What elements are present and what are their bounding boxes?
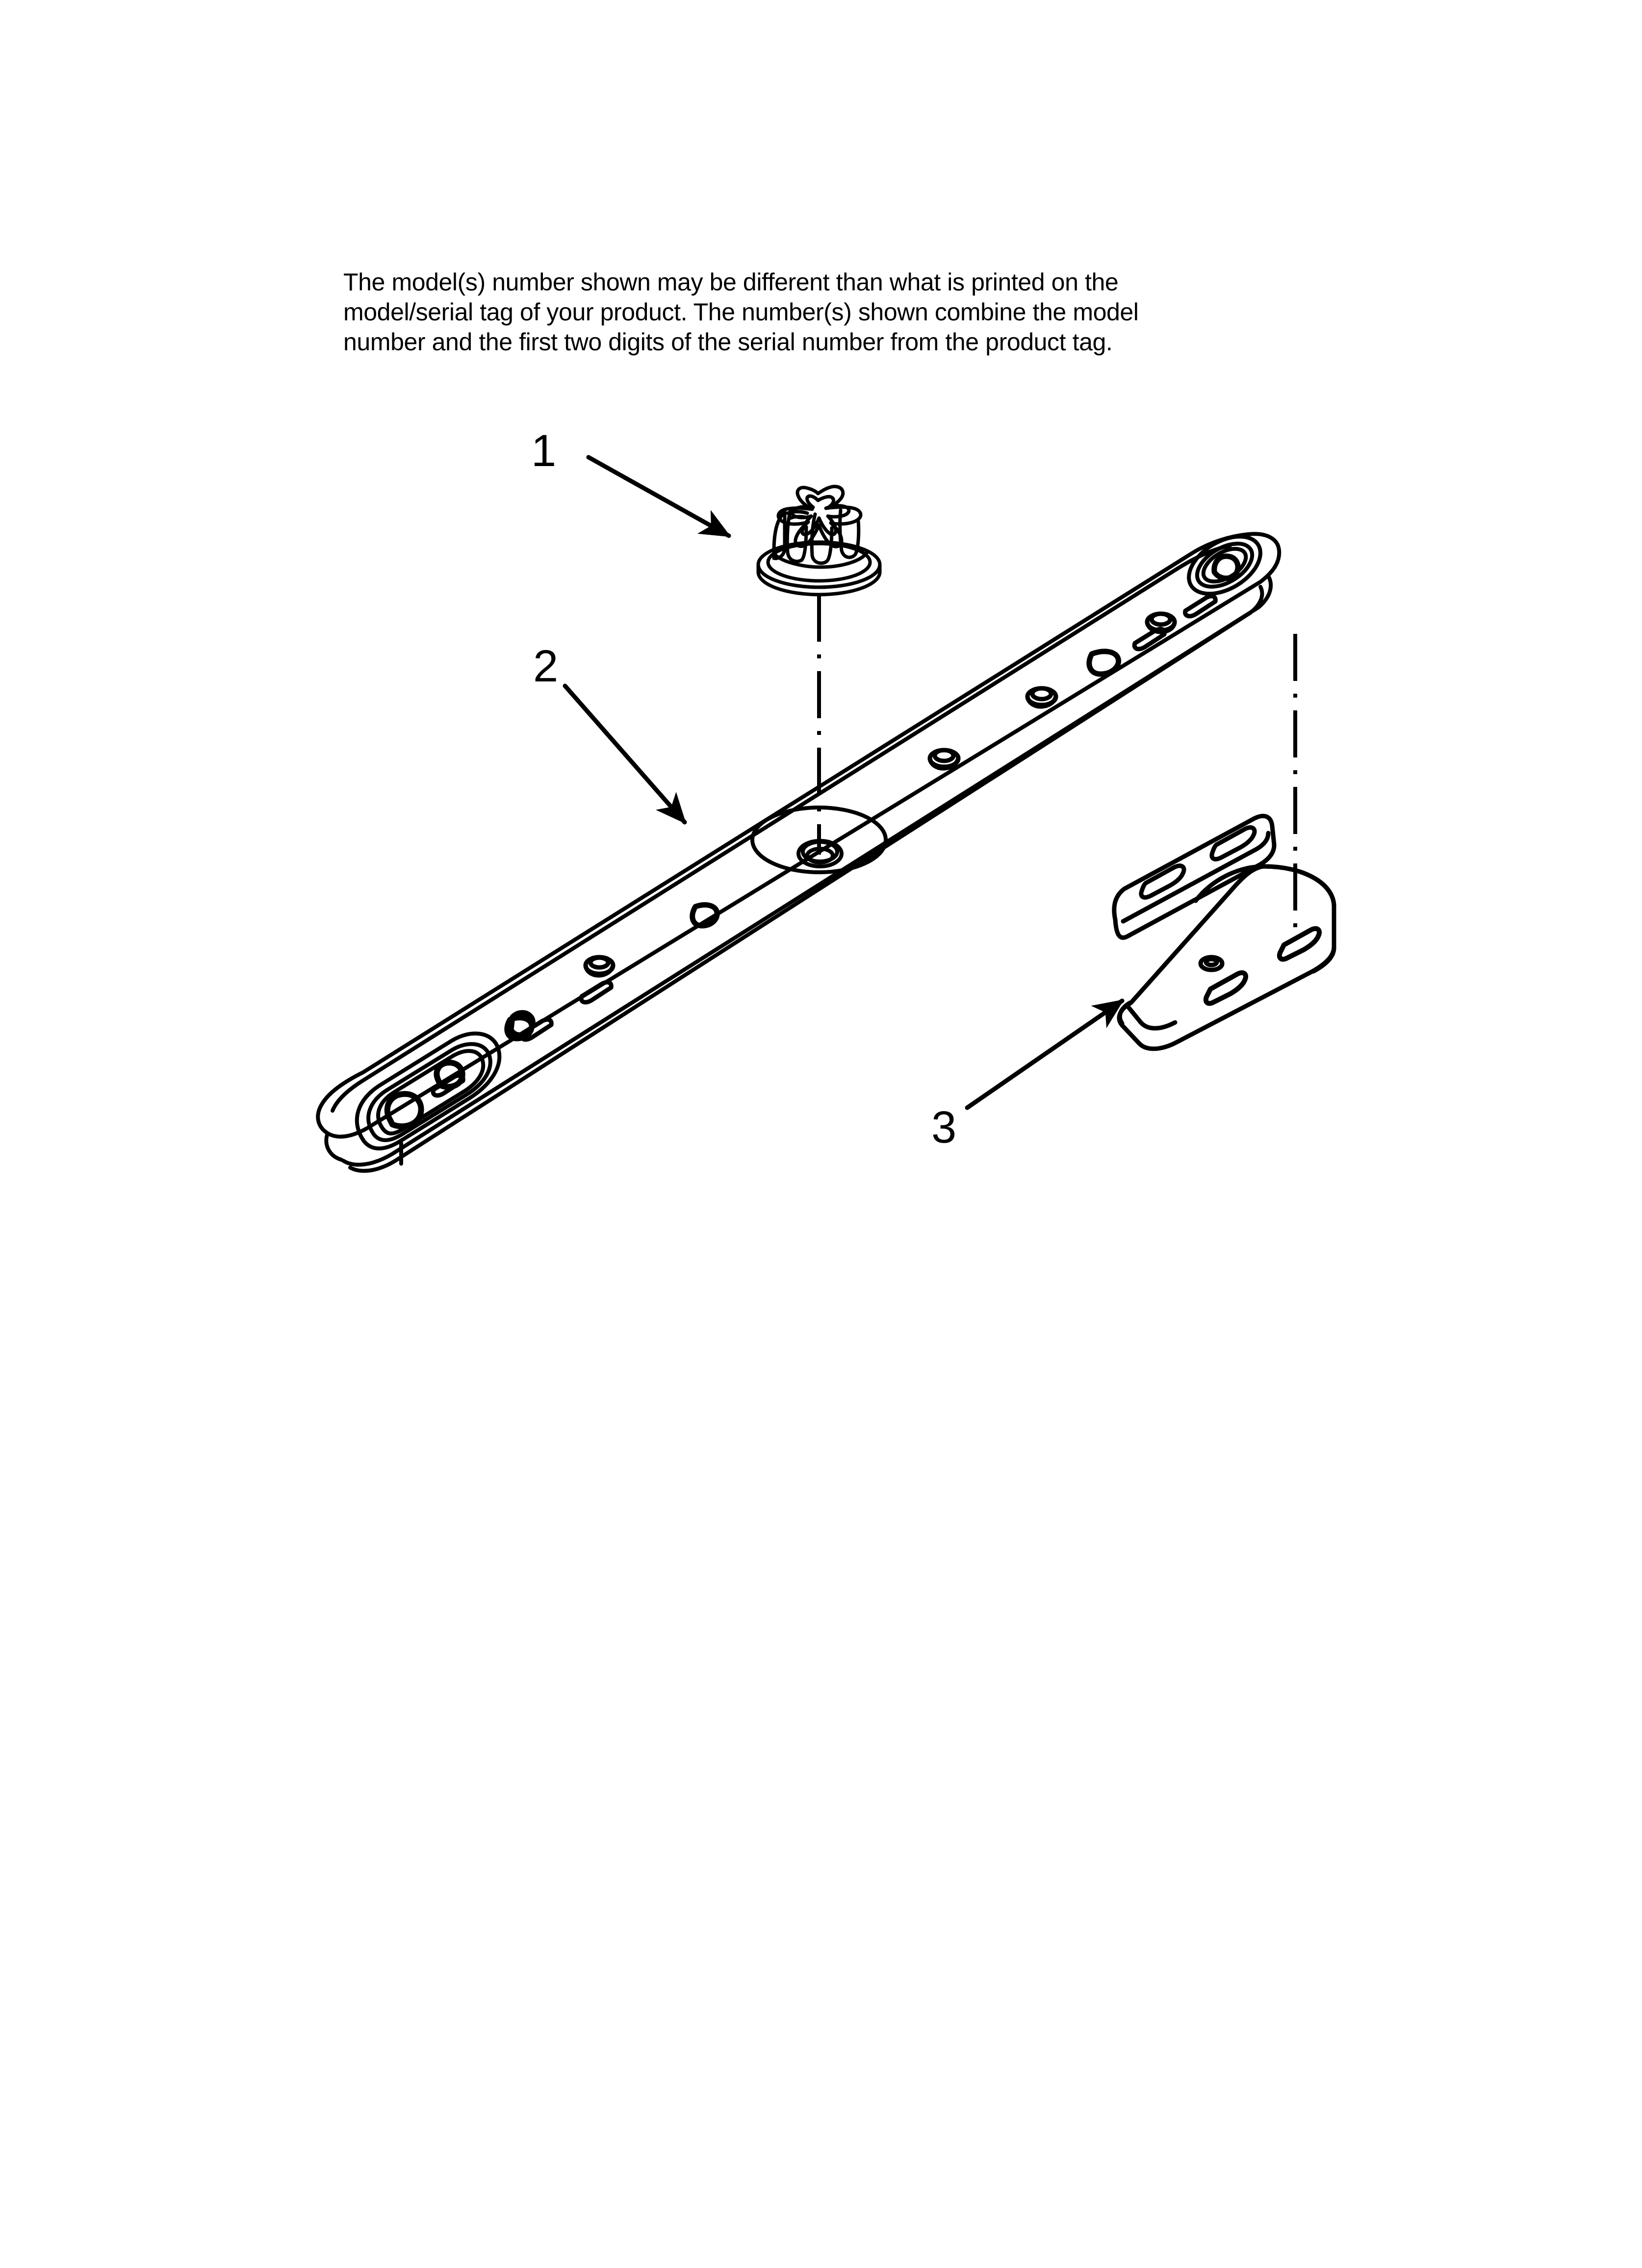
part-lower-wash-arm [318, 525, 1279, 1171]
part-bearing-bracket [1114, 816, 1334, 1049]
wash-arm-left-jet-1 [387, 1094, 421, 1126]
bracket-front-face-seam [1128, 1007, 1175, 1028]
note-line-3: number and the first two digits of the serial number from the product tag. [343, 328, 1113, 356]
part-retaining-nut [758, 487, 880, 595]
callout-number-3: 3 [931, 1102, 957, 1152]
leader-line-3 [967, 1001, 1122, 1108]
wash-arm-jet-boss-m1 [1027, 688, 1056, 706]
wash-arm-right-end-jet [1214, 556, 1238, 578]
leader-line-2 [565, 686, 685, 822]
bracket-locating-hole-inner [1206, 959, 1217, 965]
bracket-back-wall [1114, 816, 1274, 938]
wash-arm-jet-boss-l1 [586, 957, 613, 975]
nut-notch-detail [788, 512, 807, 513]
leader-line-1 [589, 457, 729, 536]
wash-arm-jet-boss-m2 [930, 750, 958, 768]
wash-arm-slot-ports [433, 596, 1215, 1095]
nut-notch-detail-2 [791, 517, 808, 518]
bracket-bottom-flange [1120, 1003, 1130, 1023]
callout-number-1: 1 [531, 426, 557, 476]
wash-arm-crescent-port-r [1089, 652, 1119, 674]
wash-arm-top-ridge [333, 546, 1230, 1111]
wash-arm-right-end-ring-mid [1190, 535, 1259, 596]
note-line-1: The model(s) number shown may be different than what is printed on the [343, 268, 1119, 296]
note-line-2: model/serial tag of your product. The number(s) shown combine the model [343, 298, 1139, 326]
callout-number-2: 2 [533, 641, 559, 691]
